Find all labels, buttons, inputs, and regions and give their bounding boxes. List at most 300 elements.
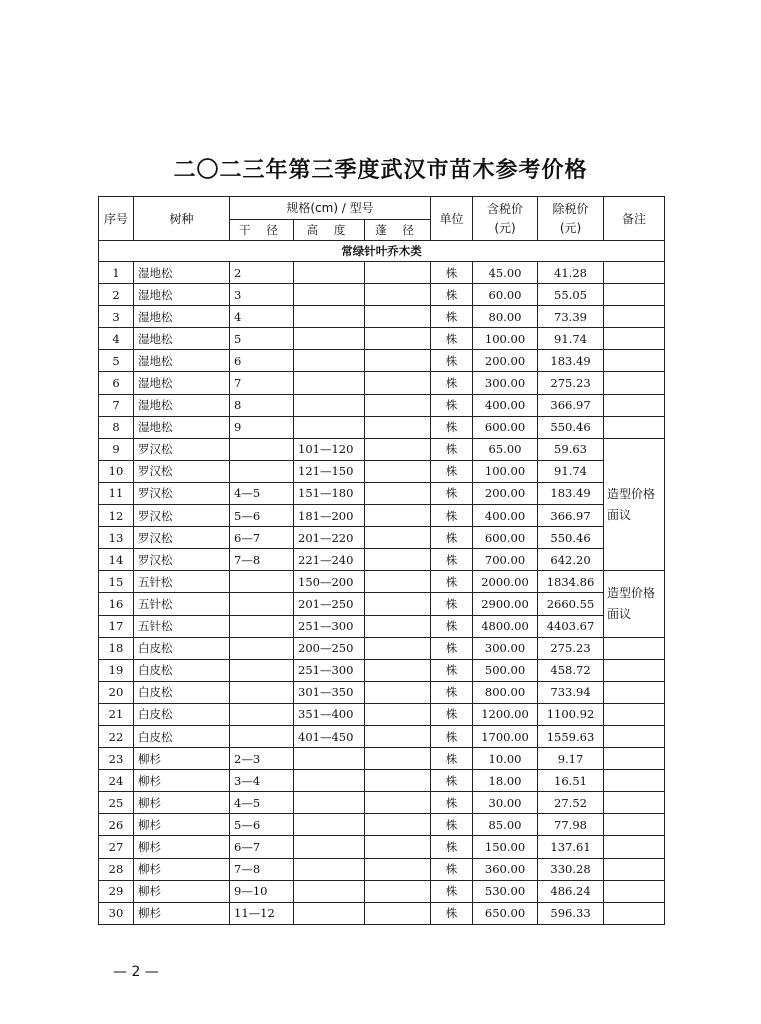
cell-price-notax: 41.28 xyxy=(538,262,604,284)
cell-species: 五针松 xyxy=(134,571,230,593)
cell-price-notax: 596.33 xyxy=(538,902,604,924)
table-row xyxy=(99,328,665,350)
cell-height xyxy=(294,262,365,284)
cell-price-notax: 330.28 xyxy=(538,858,604,880)
table-row xyxy=(99,880,665,902)
cell-price-notax: 59.63 xyxy=(538,438,604,460)
table-row xyxy=(99,748,665,770)
cell-price-tax: 400.00 xyxy=(473,394,538,416)
cell-crown xyxy=(365,328,431,350)
cell-seq: 22 xyxy=(99,725,134,747)
cell-height xyxy=(294,416,365,438)
cell-unit: 株 xyxy=(431,703,473,725)
cell-height xyxy=(294,770,365,792)
cell-species: 五针松 xyxy=(134,593,230,615)
cell-seq: 6 xyxy=(99,372,134,394)
cell-price-tax: 80.00 xyxy=(473,306,538,328)
header-unit: 单位 xyxy=(431,197,473,241)
cell-unit: 株 xyxy=(431,482,473,504)
table-row xyxy=(99,858,665,880)
cell-price-tax: 60.00 xyxy=(473,284,538,306)
cell-price-notax: 77.98 xyxy=(538,814,604,836)
cell-species: 柳杉 xyxy=(134,814,230,836)
table-row xyxy=(99,814,665,836)
cell-seq: 9 xyxy=(99,438,134,460)
cell-unit: 株 xyxy=(431,659,473,681)
cell-height xyxy=(294,902,365,924)
cell-price-tax: 200.00 xyxy=(473,482,538,504)
cell-crown xyxy=(365,858,431,880)
header-price-notax-unit: (元) xyxy=(559,220,582,235)
cell-remark xyxy=(604,792,665,814)
table-row xyxy=(99,703,665,725)
cell-price-tax: 65.00 xyxy=(473,438,538,460)
cell-unit: 株 xyxy=(431,394,473,416)
cell-height: 251—300 xyxy=(294,615,365,637)
cell-trunk: 3—4 xyxy=(230,770,294,792)
cell-unit: 株 xyxy=(431,350,473,372)
cell-species: 湿地松 xyxy=(134,394,230,416)
cell-species: 白皮松 xyxy=(134,725,230,747)
cell-crown xyxy=(365,681,431,703)
cell-crown xyxy=(365,482,431,504)
cell-species: 罗汉松 xyxy=(134,505,230,527)
cell-price-notax: 275.23 xyxy=(538,372,604,394)
cell-unit: 株 xyxy=(431,527,473,549)
table-row xyxy=(99,792,665,814)
cell-trunk: 6—7 xyxy=(230,527,294,549)
cell-trunk: 2—3 xyxy=(230,748,294,770)
cell-height xyxy=(294,328,365,350)
cell-price-tax: 10.00 xyxy=(473,748,538,770)
cell-species: 白皮松 xyxy=(134,659,230,681)
cell-seq: 29 xyxy=(99,880,134,902)
cell-crown xyxy=(365,814,431,836)
cell-price-notax: 183.49 xyxy=(538,482,604,504)
cell-price-tax: 300.00 xyxy=(473,372,538,394)
cell-price-notax: 1559.63 xyxy=(538,725,604,747)
cell-trunk: 7—8 xyxy=(230,549,294,571)
cell-unit: 株 xyxy=(431,549,473,571)
cell-height: 150—200 xyxy=(294,571,365,593)
cell-height xyxy=(294,814,365,836)
cell-species: 柳杉 xyxy=(134,836,230,858)
cell-unit: 株 xyxy=(431,438,473,460)
header-remark: 备注 xyxy=(604,197,665,241)
cell-price-notax: 1100.92 xyxy=(538,703,604,725)
cell-seq: 13 xyxy=(99,527,134,549)
cell-crown xyxy=(365,416,431,438)
cell-price-notax: 2660.55 xyxy=(538,593,604,615)
cell-price-tax: 300.00 xyxy=(473,637,538,659)
cell-species: 白皮松 xyxy=(134,637,230,659)
cell-price-notax: 642.20 xyxy=(538,549,604,571)
cell-height: 351—400 xyxy=(294,703,365,725)
cell-unit: 株 xyxy=(431,836,473,858)
cell-species: 柳杉 xyxy=(134,858,230,880)
cell-species: 湿地松 xyxy=(134,372,230,394)
cell-trunk: 5 xyxy=(230,328,294,350)
header-crown: 蓬 径 xyxy=(365,220,431,241)
cell-seq: 4 xyxy=(99,328,134,350)
cell-seq: 14 xyxy=(99,549,134,571)
table-row xyxy=(99,571,665,593)
category-row: 常绿针叶乔木类 xyxy=(99,241,665,262)
cell-seq: 27 xyxy=(99,836,134,858)
table-row xyxy=(99,306,665,328)
cell-price-notax: 4403.67 xyxy=(538,615,604,637)
cell-species: 罗汉松 xyxy=(134,549,230,571)
page-number: — 2 — xyxy=(113,964,159,980)
cell-crown xyxy=(365,615,431,637)
cell-species: 白皮松 xyxy=(134,703,230,725)
cell-seq: 11 xyxy=(99,482,134,504)
cell-remark xyxy=(604,394,665,416)
cell-species: 湿地松 xyxy=(134,328,230,350)
cell-remark xyxy=(604,306,665,328)
page-title: 二〇二三年第三季度武汉市苗木参考价格 xyxy=(173,158,588,183)
cell-remark xyxy=(604,880,665,902)
cell-unit: 株 xyxy=(431,792,473,814)
cell-price-tax: 4800.00 xyxy=(473,615,538,637)
cell-species: 湿地松 xyxy=(134,416,230,438)
header-seq: 序号 xyxy=(99,197,134,241)
cell-species: 五针松 xyxy=(134,615,230,637)
header-price-tax-unit: (元) xyxy=(494,220,516,235)
cell-trunk: 5—6 xyxy=(230,505,294,527)
cell-species: 柳杉 xyxy=(134,770,230,792)
cell-unit: 株 xyxy=(431,902,473,924)
cell-price-notax: 275.23 xyxy=(538,637,604,659)
header-height: 高 度 xyxy=(294,220,365,241)
cell-crown xyxy=(365,350,431,372)
cell-trunk: 6 xyxy=(230,350,294,372)
cell-unit: 株 xyxy=(431,505,473,527)
cell-seq: 5 xyxy=(99,350,134,372)
cell-species: 柳杉 xyxy=(134,792,230,814)
cell-seq: 3 xyxy=(99,306,134,328)
table-row xyxy=(99,593,665,615)
cell-species: 柳杉 xyxy=(134,880,230,902)
cell-unit: 株 xyxy=(431,681,473,703)
cell-trunk: 11—12 xyxy=(230,902,294,924)
cell-species: 罗汉松 xyxy=(134,438,230,460)
cell-crown xyxy=(365,637,431,659)
cell-trunk: 6—7 xyxy=(230,836,294,858)
cell-height xyxy=(294,792,365,814)
cell-price-tax: 2000.00 xyxy=(473,571,538,593)
cell-seq: 23 xyxy=(99,748,134,770)
table-row xyxy=(99,681,665,703)
table-row xyxy=(99,836,665,858)
cell-seq: 15 xyxy=(99,571,134,593)
cell-price-tax: 600.00 xyxy=(473,527,538,549)
cell-species: 湿地松 xyxy=(134,350,230,372)
cell-price-notax: 9.17 xyxy=(538,748,604,770)
cell-seq: 18 xyxy=(99,637,134,659)
cell-remark xyxy=(604,350,665,372)
cell-trunk: 3 xyxy=(230,284,294,306)
cell-remark xyxy=(604,637,665,659)
cell-unit: 株 xyxy=(431,637,473,659)
cell-height: 301—350 xyxy=(294,681,365,703)
cell-crown xyxy=(365,571,431,593)
cell-unit: 株 xyxy=(431,328,473,350)
cell-seq: 1 xyxy=(99,262,134,284)
cell-price-tax: 530.00 xyxy=(473,880,538,902)
cell-crown xyxy=(365,792,431,814)
cell-trunk xyxy=(230,725,294,747)
cell-crown xyxy=(365,505,431,527)
cell-species: 湿地松 xyxy=(134,262,230,284)
cell-price-tax: 200.00 xyxy=(473,350,538,372)
cell-price-notax: 183.49 xyxy=(538,350,604,372)
cell-seq: 8 xyxy=(99,416,134,438)
cell-crown xyxy=(365,262,431,284)
cell-remark xyxy=(604,262,665,284)
cell-height: 201—220 xyxy=(294,527,365,549)
cell-unit: 株 xyxy=(431,262,473,284)
cell-remark xyxy=(604,284,665,306)
header-price-notax xyxy=(538,197,604,241)
cell-unit: 株 xyxy=(431,615,473,637)
cell-height: 251—300 xyxy=(294,659,365,681)
cell-unit: 株 xyxy=(431,593,473,615)
cell-remark xyxy=(604,858,665,880)
cell-price-notax: 733.94 xyxy=(538,681,604,703)
cell-crown xyxy=(365,394,431,416)
cell-unit: 株 xyxy=(431,858,473,880)
table-body xyxy=(99,262,665,925)
table-row xyxy=(99,284,665,306)
cell-unit: 株 xyxy=(431,814,473,836)
cell-price-tax: 700.00 xyxy=(473,549,538,571)
cell-unit: 株 xyxy=(431,460,473,482)
header-price-tax-label: 含税价 xyxy=(487,201,524,216)
cell-seq: 7 xyxy=(99,394,134,416)
cell-price-tax: 45.00 xyxy=(473,262,538,284)
cell-price-tax: 18.00 xyxy=(473,770,538,792)
cell-unit: 株 xyxy=(431,372,473,394)
cell-species: 罗汉松 xyxy=(134,482,230,504)
table-row xyxy=(99,637,665,659)
cell-seq: 17 xyxy=(99,615,134,637)
header-price-notax-label: 除税价 xyxy=(552,201,589,216)
table-row xyxy=(99,527,665,549)
cell-price-tax: 100.00 xyxy=(473,460,538,482)
cell-unit: 株 xyxy=(431,770,473,792)
cell-height: 201—250 xyxy=(294,593,365,615)
cell-unit: 株 xyxy=(431,725,473,747)
cell-species: 湿地松 xyxy=(134,284,230,306)
cell-crown xyxy=(365,880,431,902)
cell-trunk xyxy=(230,615,294,637)
cell-crown xyxy=(365,703,431,725)
cell-remark-note: 造型价格面议 xyxy=(604,438,665,571)
cell-remark xyxy=(604,328,665,350)
cell-trunk: 9—10 xyxy=(230,880,294,902)
cell-seq: 10 xyxy=(99,460,134,482)
cell-crown xyxy=(365,770,431,792)
cell-height: 221—240 xyxy=(294,549,365,571)
cell-height xyxy=(294,394,365,416)
table-row xyxy=(99,372,665,394)
table-row xyxy=(99,505,665,527)
cell-price-tax: 800.00 xyxy=(473,681,538,703)
cell-species: 柳杉 xyxy=(134,902,230,924)
cell-price-tax: 150.00 xyxy=(473,836,538,858)
price-table xyxy=(98,196,665,925)
cell-price-tax: 100.00 xyxy=(473,328,538,350)
cell-price-notax: 366.97 xyxy=(538,394,604,416)
table-row xyxy=(99,725,665,747)
cell-seq: 24 xyxy=(99,770,134,792)
cell-price-tax: 500.00 xyxy=(473,659,538,681)
cell-seq: 16 xyxy=(99,593,134,615)
cell-height xyxy=(294,858,365,880)
cell-crown xyxy=(365,306,431,328)
cell-price-tax: 1700.00 xyxy=(473,725,538,747)
cell-height xyxy=(294,350,365,372)
cell-price-notax: 1834.86 xyxy=(538,571,604,593)
table-row xyxy=(99,394,665,416)
cell-species: 罗汉松 xyxy=(134,527,230,549)
cell-price-notax: 73.39 xyxy=(538,306,604,328)
cell-price-tax: 85.00 xyxy=(473,814,538,836)
cell-price-notax: 91.74 xyxy=(538,328,604,350)
cell-seq: 28 xyxy=(99,858,134,880)
cell-unit: 株 xyxy=(431,748,473,770)
table-row xyxy=(99,460,665,482)
table-row xyxy=(99,615,665,637)
cell-price-notax: 458.72 xyxy=(538,659,604,681)
cell-price-notax: 366.97 xyxy=(538,505,604,527)
cell-crown xyxy=(365,659,431,681)
cell-crown xyxy=(365,902,431,924)
table-row xyxy=(99,482,665,504)
cell-seq: 26 xyxy=(99,814,134,836)
cell-price-notax: 486.24 xyxy=(538,880,604,902)
table-row xyxy=(99,350,665,372)
table-row xyxy=(99,262,665,284)
cell-price-notax: 550.46 xyxy=(538,527,604,549)
cell-species: 罗汉松 xyxy=(134,460,230,482)
cell-height: 101—120 xyxy=(294,438,365,460)
cell-remark xyxy=(604,659,665,681)
cell-seq: 19 xyxy=(99,659,134,681)
table-row xyxy=(99,902,665,924)
cell-price-notax: 16.51 xyxy=(538,770,604,792)
table-row xyxy=(99,770,665,792)
table-row xyxy=(99,416,665,438)
cell-price-tax: 600.00 xyxy=(473,416,538,438)
cell-remark xyxy=(604,703,665,725)
cell-trunk: 9 xyxy=(230,416,294,438)
cell-remark xyxy=(604,902,665,924)
header-species: 树种 xyxy=(134,197,230,241)
cell-remark xyxy=(604,770,665,792)
cell-trunk xyxy=(230,460,294,482)
cell-price-notax: 137.61 xyxy=(538,836,604,858)
cell-price-notax: 550.46 xyxy=(538,416,604,438)
cell-trunk: 5—6 xyxy=(230,814,294,836)
cell-trunk xyxy=(230,681,294,703)
cell-remark xyxy=(604,681,665,703)
cell-crown xyxy=(365,372,431,394)
cell-remark xyxy=(604,416,665,438)
cell-species: 白皮松 xyxy=(134,681,230,703)
cell-height: 200—250 xyxy=(294,637,365,659)
cell-price-tax: 30.00 xyxy=(473,792,538,814)
cell-price-notax: 91.74 xyxy=(538,460,604,482)
cell-height: 121—150 xyxy=(294,460,365,482)
cell-crown xyxy=(365,748,431,770)
cell-unit: 株 xyxy=(431,571,473,593)
cell-price-tax: 360.00 xyxy=(473,858,538,880)
cell-trunk xyxy=(230,571,294,593)
cell-unit: 株 xyxy=(431,880,473,902)
cell-crown xyxy=(365,284,431,306)
cell-price-tax: 2900.00 xyxy=(473,593,538,615)
cell-species: 柳杉 xyxy=(134,748,230,770)
cell-price-tax: 650.00 xyxy=(473,902,538,924)
cell-crown xyxy=(365,460,431,482)
cell-crown xyxy=(365,438,431,460)
cell-remark xyxy=(604,372,665,394)
cell-height xyxy=(294,880,365,902)
table-row xyxy=(99,659,665,681)
cell-unit: 株 xyxy=(431,416,473,438)
cell-trunk: 4—5 xyxy=(230,792,294,814)
cell-unit: 株 xyxy=(431,306,473,328)
cell-crown xyxy=(365,549,431,571)
cell-trunk xyxy=(230,593,294,615)
cell-seq: 25 xyxy=(99,792,134,814)
cell-seq: 12 xyxy=(99,505,134,527)
cell-height xyxy=(294,284,365,306)
cell-seq: 2 xyxy=(99,284,134,306)
header-price-tax xyxy=(473,197,538,241)
cell-price-notax: 55.05 xyxy=(538,284,604,306)
cell-unit: 株 xyxy=(431,284,473,306)
cell-remark xyxy=(604,725,665,747)
cell-seq: 21 xyxy=(99,703,134,725)
cell-trunk xyxy=(230,659,294,681)
cell-species: 湿地松 xyxy=(134,306,230,328)
table-row xyxy=(99,549,665,571)
cell-crown xyxy=(365,527,431,549)
cell-trunk xyxy=(230,438,294,460)
cell-trunk: 8 xyxy=(230,394,294,416)
cell-height: 151—180 xyxy=(294,482,365,504)
cell-crown xyxy=(365,593,431,615)
cell-trunk xyxy=(230,703,294,725)
cell-seq: 20 xyxy=(99,681,134,703)
cell-remark xyxy=(604,836,665,858)
cell-height xyxy=(294,372,365,394)
cell-remark xyxy=(604,748,665,770)
cell-trunk: 4—5 xyxy=(230,482,294,504)
cell-height xyxy=(294,306,365,328)
cell-trunk: 2 xyxy=(230,262,294,284)
cell-remark-note: 造型价格面议 xyxy=(604,571,665,637)
cell-height: 181—200 xyxy=(294,505,365,527)
cell-trunk xyxy=(230,637,294,659)
header-spec-group: 规格(cm) / 型号 xyxy=(230,197,431,220)
cell-height xyxy=(294,748,365,770)
cell-seq: 30 xyxy=(99,902,134,924)
cell-price-notax: 27.52 xyxy=(538,792,604,814)
